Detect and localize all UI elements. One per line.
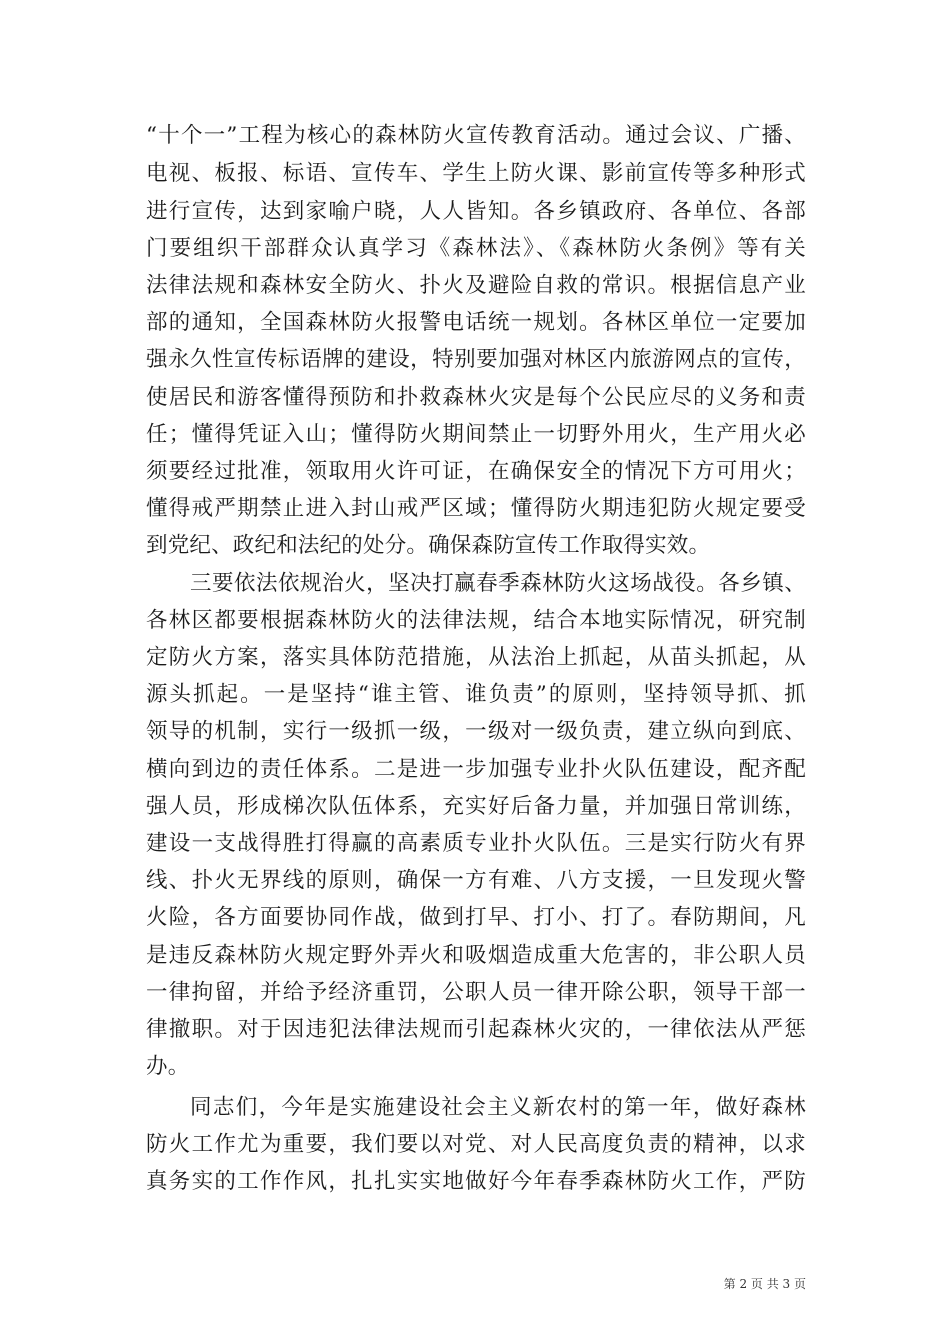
text-line: 使居民和游客懂得预防和扑救森林火灾是每个公民应尽的义务和责 — [146, 385, 806, 410]
text-line: 强人员，形成梯次队伍体系，充实好后备力量，并加强日常训练， — [146, 794, 806, 819]
text-line: 须要经过批准，领取用火许可证，在确保安全的情况下方可用火； — [146, 459, 806, 484]
text-line: 懂得戒严期禁止进入封山戒严区域；懂得防火期违犯防火规定要受 — [146, 496, 806, 521]
text-line: 律撤职。对于因违犯法律法规而引起森林火灾的，一律依法从严惩 — [146, 1017, 806, 1042]
text-line: 任；懂得凭证入山；懂得防火期间禁止一切野外用火，生产用火必 — [146, 422, 806, 447]
text-line: 进行宣传，达到家喻户晓，人人皆知。各乡镇政府、各单位、各部 — [146, 199, 806, 224]
text-line: 门要组织干部群众认真学习《森林法》、《森林防火条例》等有关 — [146, 236, 806, 261]
text-line: 部的通知，全国森林防火报警电话统一规划。各林区单位一定要加 — [146, 310, 806, 335]
paragraph-start-line: 同志们，今年是实施建设社会主义新农村的第一年，做好森林 — [190, 1095, 806, 1120]
text-line: 法律法规和森林安全防火、扑火及避险自救的常识。根据信息产业 — [146, 273, 806, 298]
text-line: 建设一支战得胜打得赢的高素质专业扑火队伍。三是实行防火有界 — [146, 831, 806, 856]
text-line: 真务实的工作作风，扎扎实实地做好今年春季森林防火工作，严防 — [146, 1169, 806, 1194]
page-number: 第 2 页 共 3 页 — [723, 1277, 806, 1291]
text-line: 火险，各方面要协同作战，做到打早、打小、打了。春防期间，凡 — [146, 905, 806, 930]
text-line: 防火工作尤为重要，我们要以对党、对人民高度负责的精神，以求 — [146, 1132, 806, 1157]
text-line: “十个一”工程为核心的森林防火宣传教育活动。通过会议、广播、 — [146, 123, 806, 148]
text-line: 横向到边的责任体系。二是进一步加强专业扑火队伍建设，配齐配 — [146, 757, 806, 782]
text-line: 是违反森林防火规定野外弄火和吸烟造成重大危害的，非公职人员 — [146, 943, 806, 968]
text-line: 强永久性宣传标语牌的建设，特别要加强对林区内旅游网点的宣传， — [146, 347, 806, 372]
text-line: 办。 — [146, 1054, 190, 1079]
text-line: 各林区都要根据森林防火的法律法规，结合本地实际情况，研究制 — [146, 608, 806, 633]
text-line: 源头抓起。一是坚持“谁主管、谁负责”的原则，坚持领导抓、抓 — [146, 682, 806, 707]
text-line: 领导的机制，实行一级抓一级，一级对一级负责，建立纵向到底、 — [146, 719, 806, 744]
text-line: 定防火方案，落实具体防范措施，从法治上抓起，从苗头抓起，从 — [146, 645, 806, 670]
text-line: 电视、板报、标语、宣传车、学生上防火课、影前宣传等多种形式 — [146, 161, 806, 186]
text-line: 线、扑火无界线的原则，确保一方有难、八方支援，一旦发现火警 — [146, 868, 806, 893]
text-line: 到党纪、政纪和法纪的处分。确保森防宣传工作取得实效。 — [146, 533, 711, 558]
text-line: 一律拘留，并给予经济重罚，公职人员一律开除公职，领导干部一 — [146, 980, 806, 1005]
paragraph-start-line: 三要依法依规治火，坚决打赢春季森林防火这场战役。各乡镇、 — [190, 571, 806, 596]
